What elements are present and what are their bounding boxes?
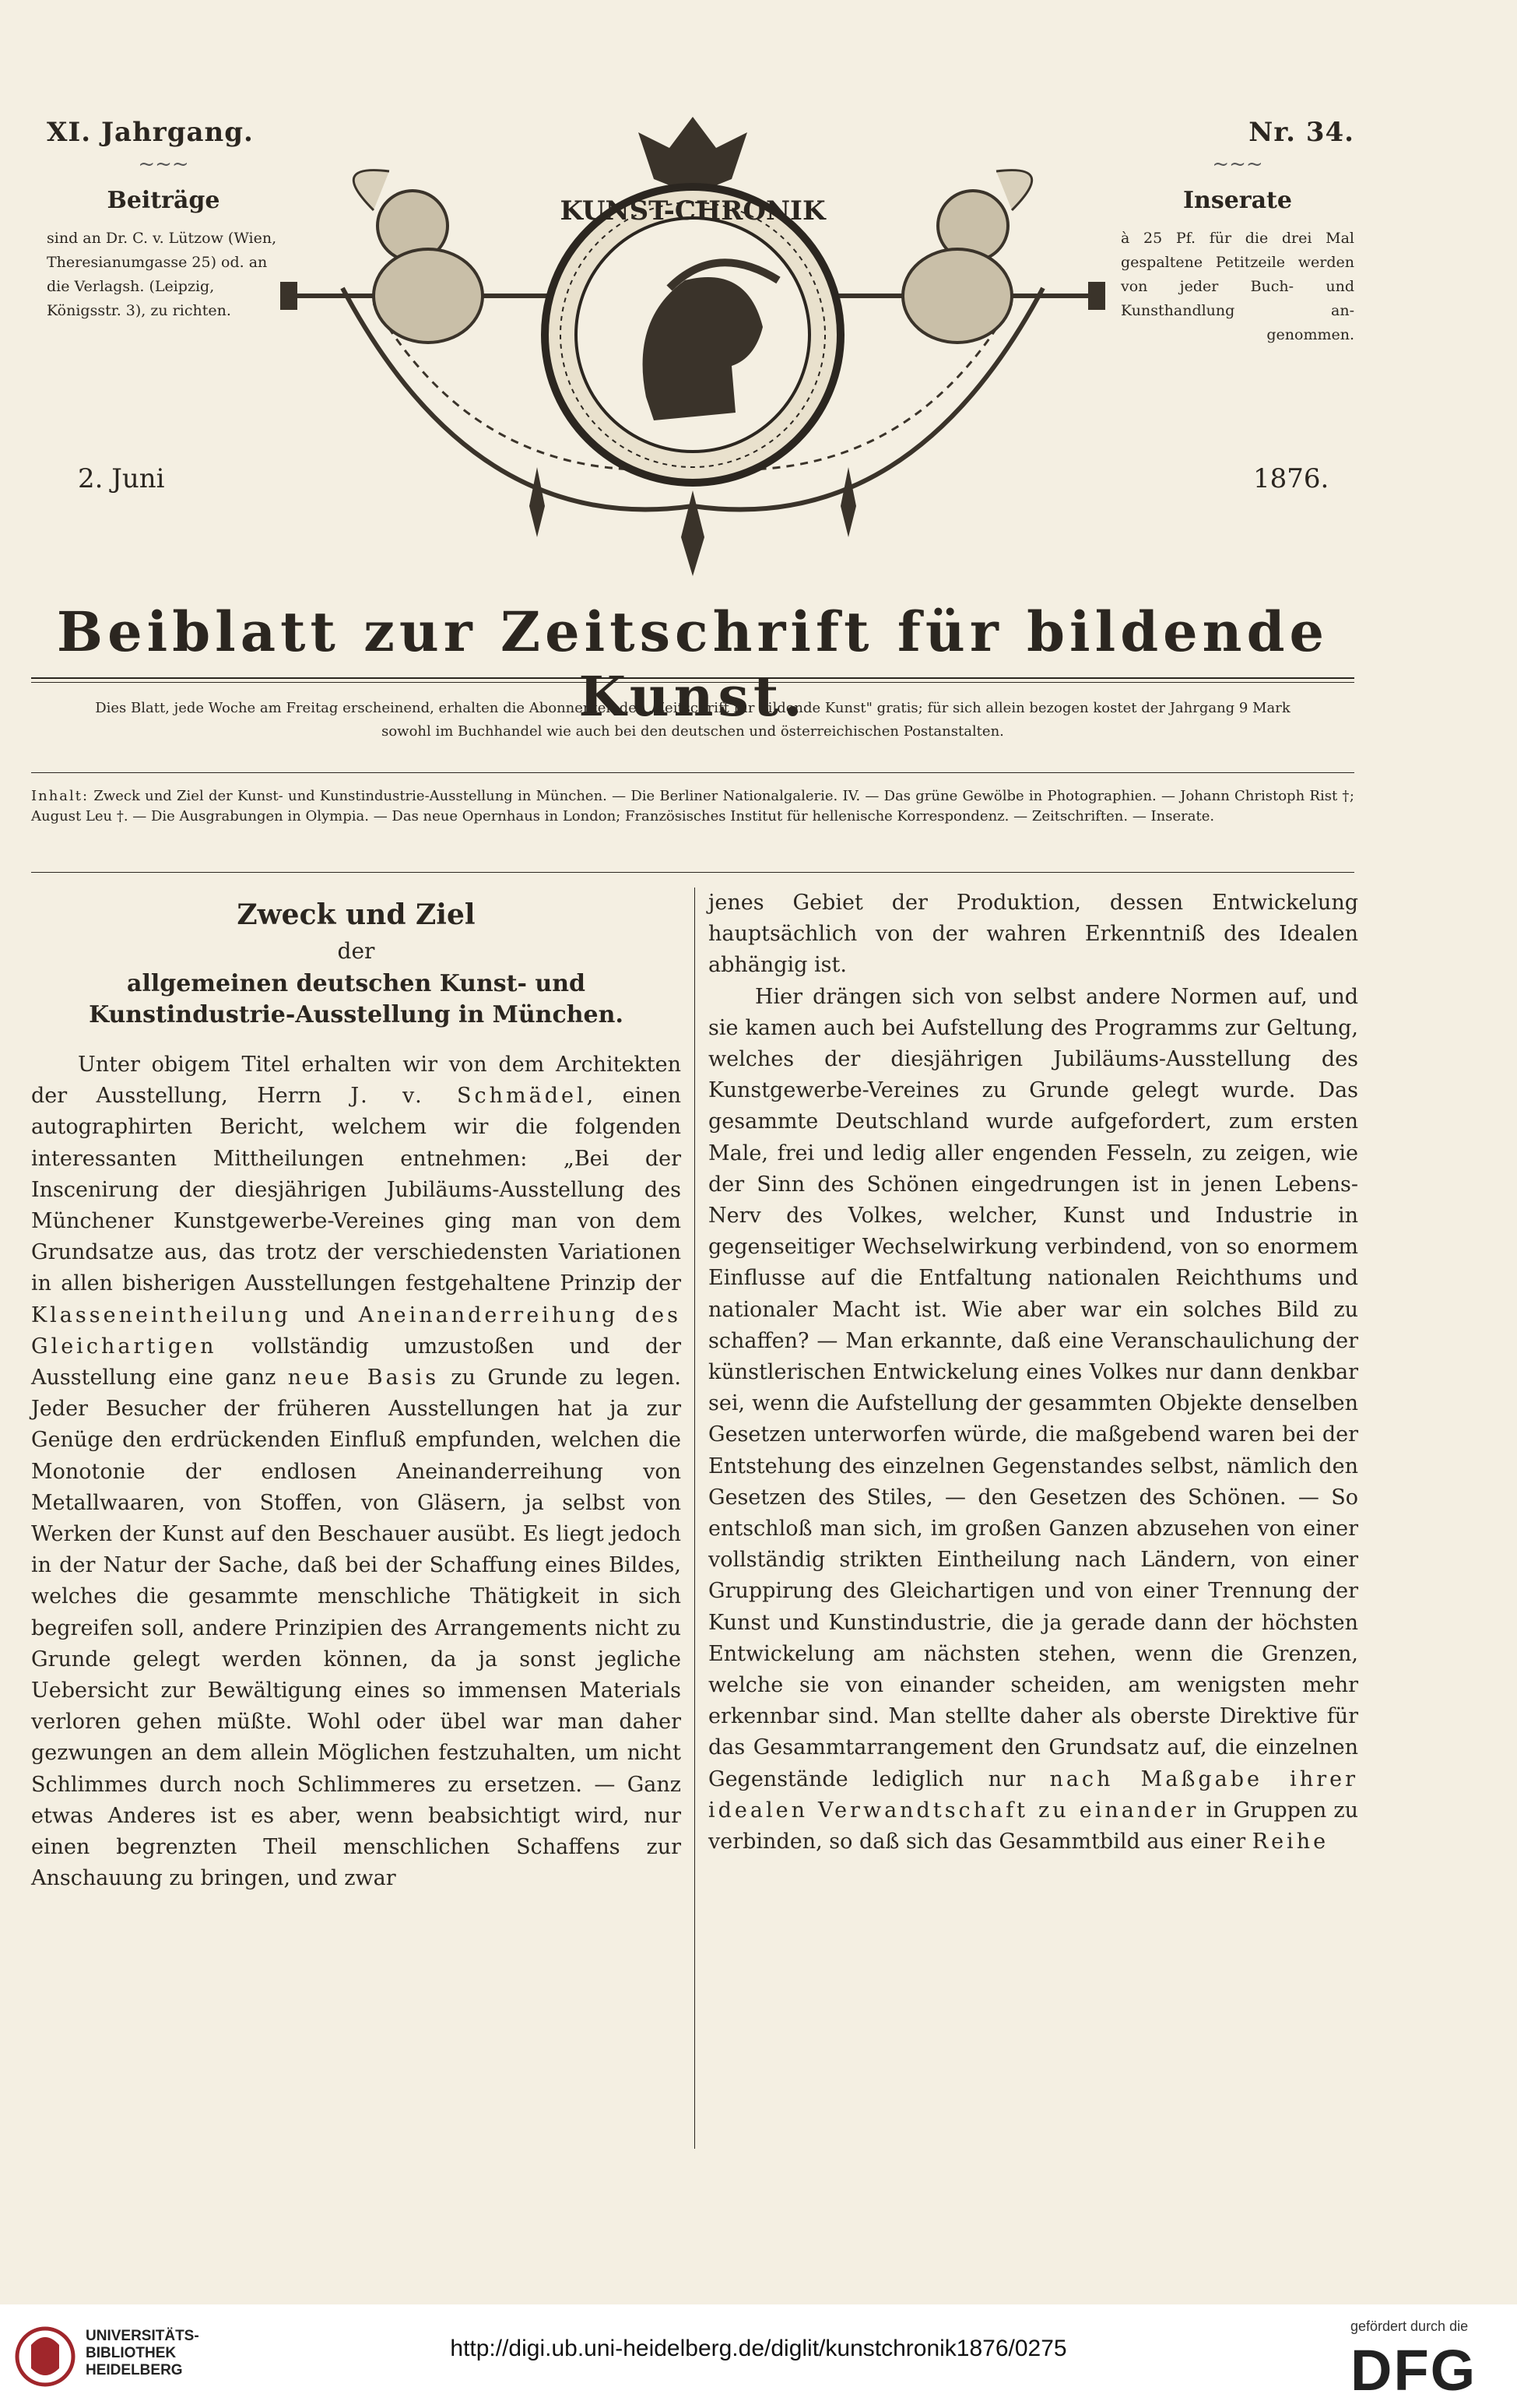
column-divider — [694, 888, 695, 2149]
flourish: ~~~ — [1212, 153, 1263, 176]
dfg-logo: DFG — [1350, 2338, 1477, 2403]
volume-year: XI. Jahrgang. — [47, 117, 254, 148]
funding-label: gefördert durch die — [1350, 2318, 1469, 2334]
title-rule-thin — [31, 682, 1354, 683]
article-title: Zweck und Ziel — [237, 898, 476, 931]
notice-rule — [31, 772, 1354, 773]
issue-number: Nr. 34. — [1248, 117, 1354, 148]
publication-title: Beiblatt zur Zeitschrift für bildende Kunst. — [56, 599, 1329, 729]
library-name: UNIVERSITÄTS- BIBLIOTHEK HEIDELBERG — [86, 2328, 199, 2378]
advertisements-heading: Inserate — [1182, 187, 1292, 214]
contents-rule — [31, 872, 1354, 873]
article-der: der — [337, 938, 375, 964]
issue-date: 2. Juni — [78, 463, 165, 494]
table-of-contents — [31, 786, 1354, 827]
subscription-notice: Dies Blatt, jede Woche am Freitag erscheinend, erhalten die Abonnenten der „Zeitschrift für bildende Kunst" gratis; für sich allein bezogen kostet der Jahrgang 9 Mark sowohl im Buchhandel wie auch bei den deutschen und österreichischen Postanstalten. — [95, 700, 1291, 740]
newspaper-page — [23, 101, 1362, 2203]
masthead-left — [47, 117, 280, 323]
advertisements-text: à 25 Pf. für die drei Mal gespaltene Petitzeile werden von jeder Buch- und Kunsthandlung an- genommen. — [1121, 230, 1354, 343]
contents-label: Inhalt: — [31, 788, 90, 804]
masthead-right — [1121, 117, 1354, 347]
flourish: ~~~ — [138, 153, 189, 176]
article-paragraph: Unter obigem Titel erhalten wir von dem Architekten der Ausstellung, Herrn J. v. Schmädel, einen autographirten Bericht, welchem wir die folgenden interessanten Mittheilungen entnehmen: „Bei der Inscenirung der diesjährigen Jubiläums-Ausstellung des Münchener Kunstgewerbe-Vereines ging man von dem Grundsatze aus, das trotz der verschiedensten Variationen in allen bisherigen Ausstellungen festgehaltene Prinzip der Klasseneintheilung und Aneinanderreihung des Gleichartigen vollständig umzustoßen und der Ausstellung eine ganz neue Basis zu Grunde zu legen. Jeder Besucher der früheren Ausstellungen hat ja zur Genüge den erdrückenden Einfluß empfunden, welchen die Monotonie der endlosen Aneinanderreihung von Metallwaaren, von Stoffen, von Gläsern, ja selbst von Werken der Kunst auf den Beschauer ausübt. Es liegt jedoch in der Natur der Sache, daß bei der Schaffung eines Bildes, welches die gesammte menschliche Thätigkeit in sich begreifen soll, andere Prinzipien des Arrangements nicht zu Grunde gelegt werden können, da ja sonst jegliche Uebersicht zur Bewältigung eines so immensen Materials verloren gehen müßte. Wohl oder übel war man daher gezwungen an dem allein Möglichen festzuhalten, um nicht Schlimmes durch noch Schlimmeres zu ersetzen. — Ganz etwas Anderes ist es aber, wenn beabsichtigt wird, nur einen begrenzten Theil menschlichen Schaffens zur Anschauung zu bringen, und zwar — [31, 1053, 681, 1891]
permalink-url[interactable]: http://digi.ub.uni-heidelberg.de/diglit/kunstchronik1876/0275 — [450, 2336, 1067, 2361]
contributions-heading: Beiträge — [107, 187, 220, 214]
left-column — [31, 888, 681, 1894]
title-rule — [31, 677, 1354, 679]
article-paragraph: jenes Gebiet der Produktion, dessen Entwickelung hauptsächlich von der wahren Erkenntniß des Idealen abhängig ist. — [708, 891, 1358, 978]
contributions-text: sind an Dr. C. v. Lützow (Wien, Theresianumgasse 25) od. an die Verlagsh. (Leipzig, Königsstr. 3), zu richten. — [47, 230, 277, 319]
article-subtitle: allgemeinen deutschen Kunst- und Kunstindustrie-Ausstellung in München. — [89, 970, 623, 1028]
contents-text: Zweck und Ziel der Kunst- und Kunstindustrie-Ausstellung in München. — Die Berliner Nationalgalerie. IV. — Das grüne Gewölbe in Photographien. — Johann Christoph Rist †; August Leu †. — Die Ausgrabungen in Olympia. — Das neue Opernhaus in London; Französisches Institut für hellenische Korrespondenz. — Zeitschriften. — Inserate. — [31, 788, 1354, 824]
right-column — [708, 888, 1358, 1858]
emblem-lettering: KUNST-CHRONIK — [560, 195, 826, 227]
article-paragraph: Hier drängen sich von selbst andere Normen auf, und sie kamen auch bei Aufstellung des Programms zur Geltung, welches der diesjährigen Jubiläums-Ausstellung des Kunstgewerbe-Vereines zu Grunde gelegt wurde. Das gesammte Deutschland wurde aufgefordert, zum ersten Male, frei und ledig aller engenden Fesseln, zu zeigen, wie der Sinn des Schönen eingedrungen ist in jenen Lebens-Nerv des Volkes, welcher, Kunst und Industrie in gegenseitiger Wechselwirkung verbindend, von so enormem Einflusse auf die Entfaltung nationalen Reichthums und nationaler Macht ist. Wie aber war ein solches Bild zu schaffen? — Man erkannte, daß eine Veranschaulichung der künstlerischen Entwickelung eines Volkes nur dann denkbar sei, wenn die Aufstellung der gesammten Objekte denselben Gesetzen unterworfen würde, die maßgebend waren bei der Entstehung des einzelnen Gegenstandes selbst, nämlich den Gesetzen des Stiles, — den Gesetzen des Schönen. — So entschloß man sich, im großen Ganzen abzusehen von einer vollständig strikten Eintheilung nach Ländern, von einer Gruppirung des Gleichartigen und von einer Trennung der Kunst und Kunstindustrie, die ja gerade dann der höchsten Entwickelung am nächsten stehen, wenn die Grenzen, welche sie von einander scheiden, am wenigsten mehr erkennbar sind. Man stellte daher als oberste Direktive für das Gesammtarrangement den Grundsatz auf, die einzelnen Gegenstände lediglich nur nach Maßgabe ihrer idealen Verwandtschaft zu einander in Gruppen zu verbinden, so daß sich das Gesammtbild aus einer Reihe — [708, 984, 1358, 1854]
issue-year: 1876. — [1253, 463, 1329, 494]
kunst-chronik-emblem — [280, 101, 1105, 584]
viewer-footer — [0, 2304, 1517, 2408]
